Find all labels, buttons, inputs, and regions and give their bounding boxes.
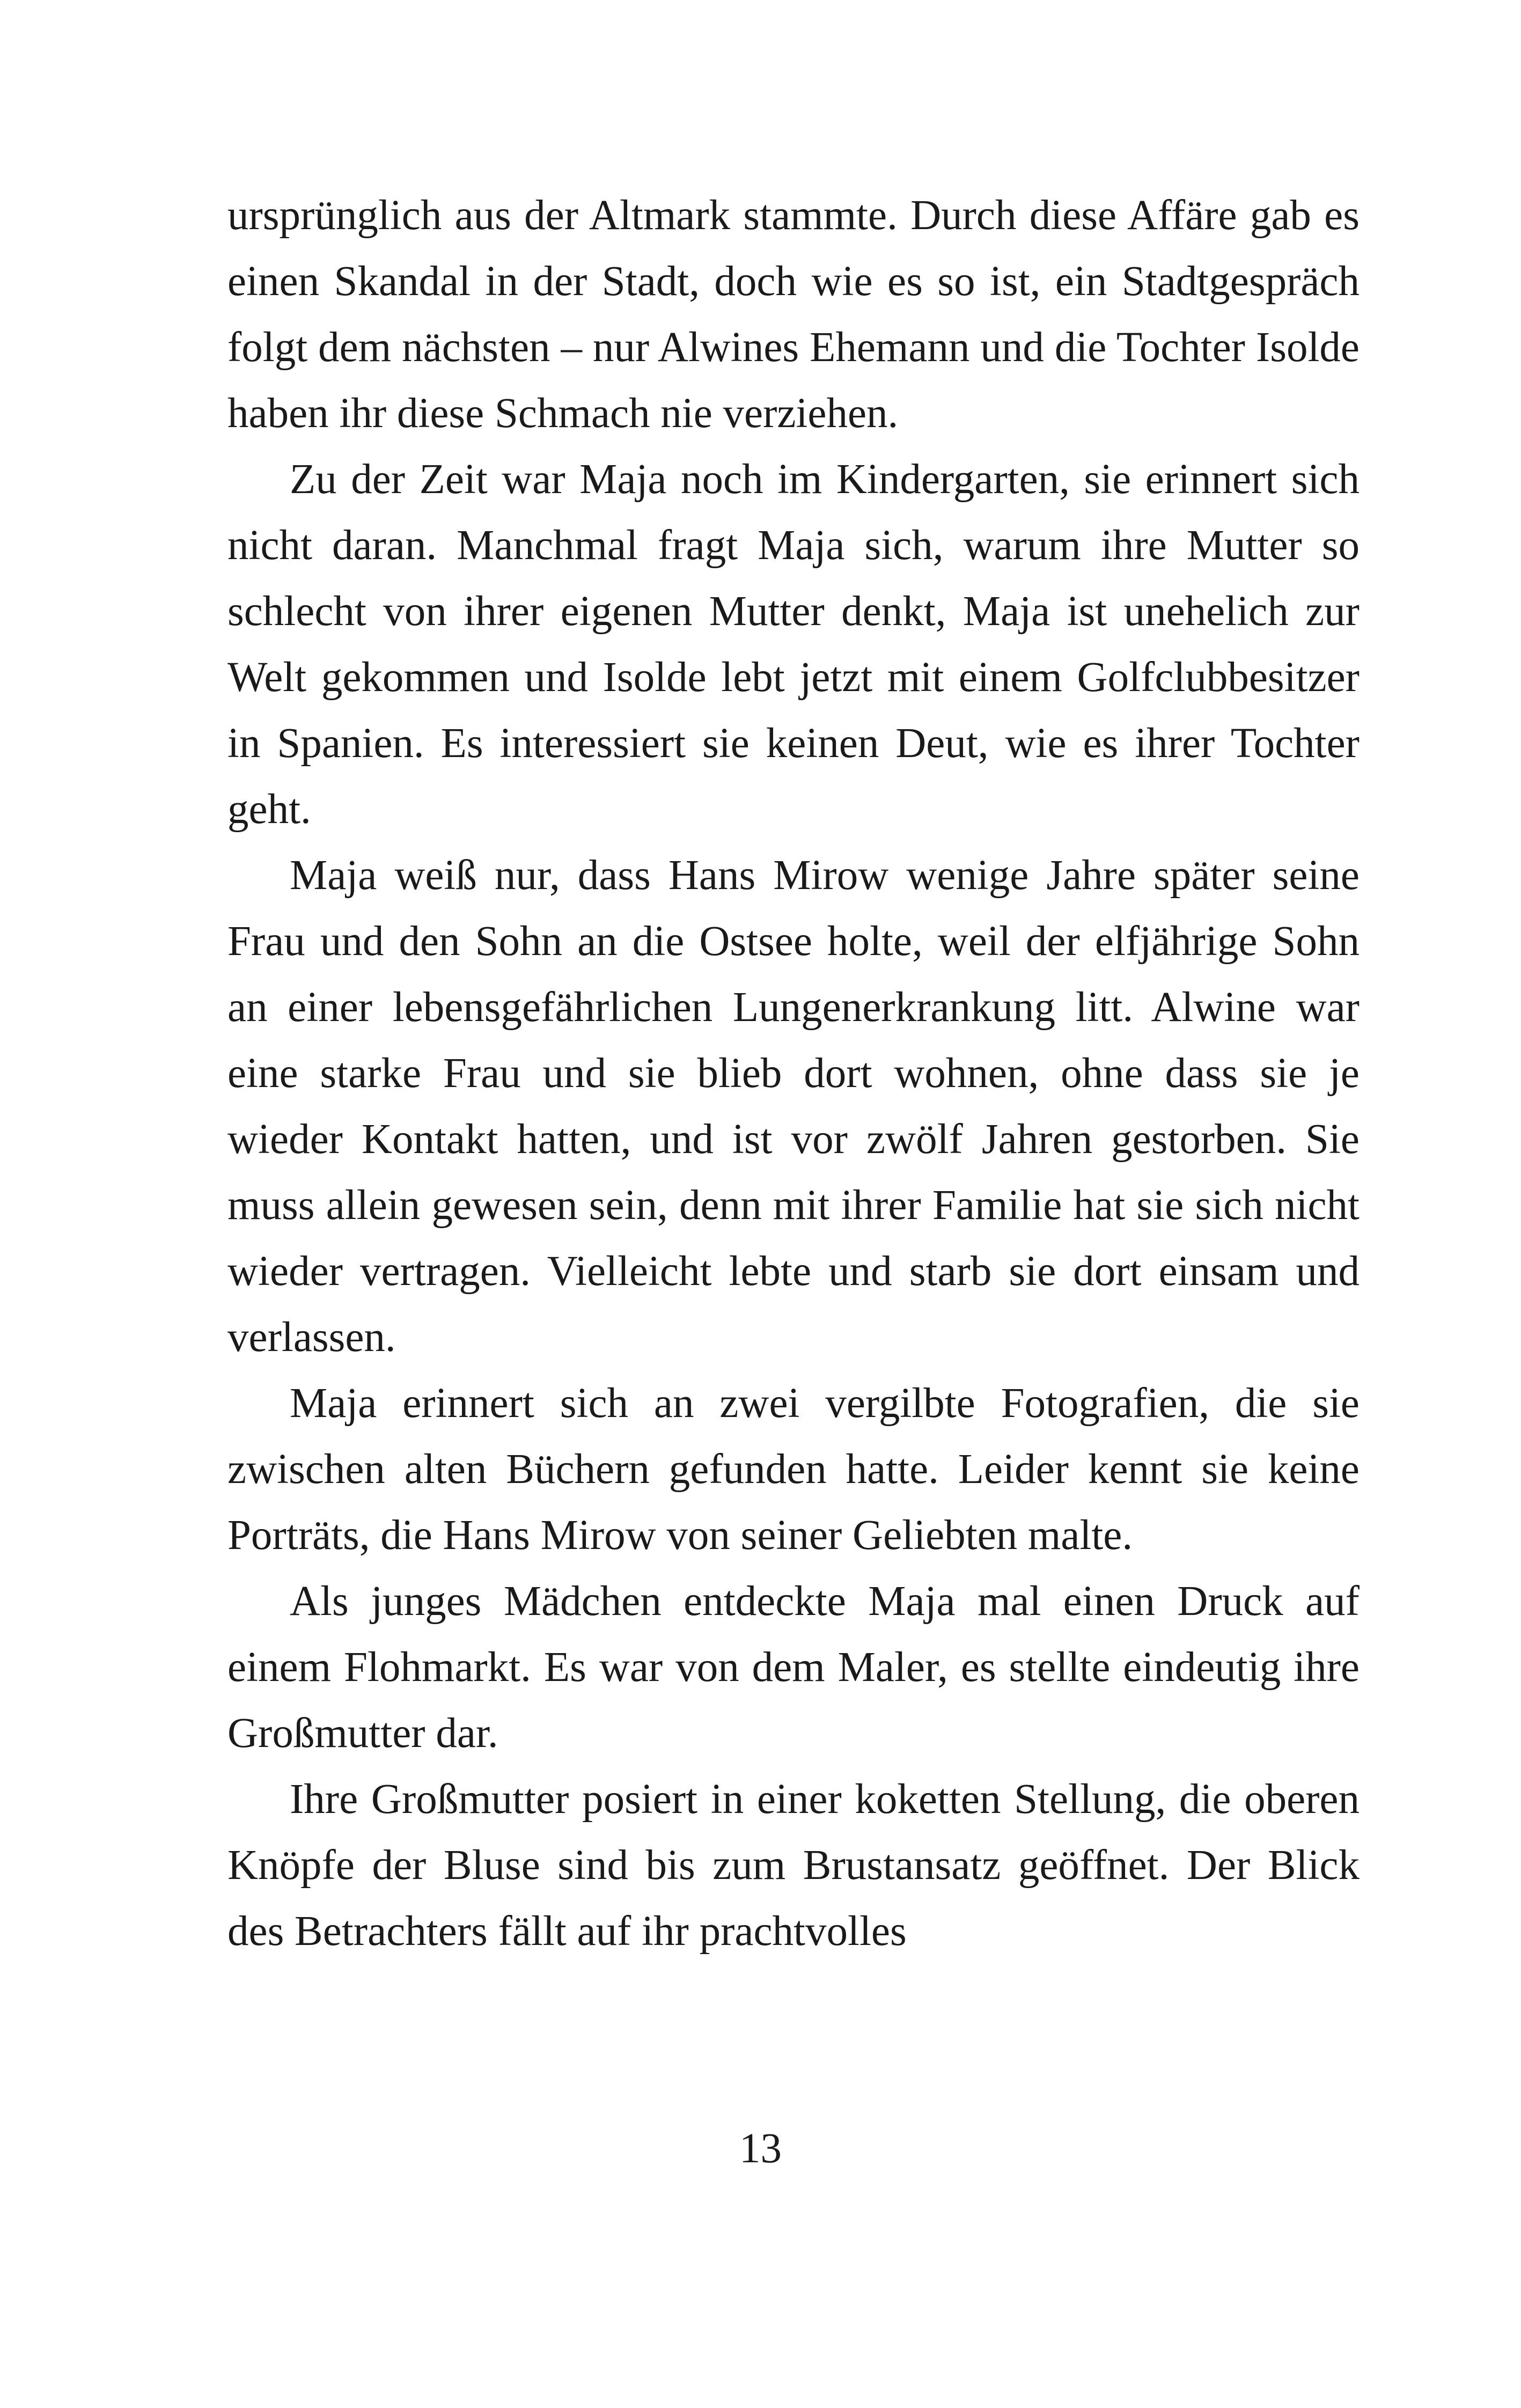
paragraph-3: Maja weiß nur, dass Hans Mirow wenige Jahre später seine Frau und den Sohn an die Ostsee holte, weil der elfjährige Sohn an einer lebensgefährlichen Lungenerkrankung litt. Alwine war eine starke Frau und sie blieb dort wohnen, ohne dass sie je wieder Kontakt hatten, und ist vor zwölf Jahren gestorben. Sie muss allein gewesen sein, denn mit ihrer Familie hat sie sich nicht wieder vertragen. Vielleicht lebte und starb sie dort einsam und verlassen. [227, 852, 1360, 1361]
paragraph-1: ursprünglich aus der Altmark stammte. Durch diese Affäre gab es einen Skandal in der Stadt, doch wie es so ist, ein Stadtgespräch folgt dem nächsten – nur Alwines Ehemann und die Tochter Isolde haben ihr diese Schmach nie verziehen. [227, 192, 1360, 437]
paragraph-6: Ihre Großmutter posiert in einer koketten Stellung, die oberen Knöpfe der Bluse sind bis zum Brustansatz geöffnet. Der Blick des Betrachters fällt auf ihr prachtvolles [227, 1776, 1360, 1955]
paragraph-5: Als junges Mädchen entdeckte Maja mal einen Druck auf einem Flohmarkt. Es war von dem Maler, es stellte eindeutig ihre Großmutter dar. [227, 1578, 1360, 1757]
page-number: 13 [739, 2125, 782, 2172]
paragraph-4: Maja erinnert sich an zwei vergilbte Fotografien, die sie zwischen alten Büchern gefunden hatte. Leider kennt sie keine Porträts, die Hans Mirow von seiner Geliebten malte. [227, 1380, 1360, 1559]
paragraph-2: Zu der Zeit war Maja noch im Kindergarten, sie erinnert sich nicht daran. Manchmal fragt Maja sich, warum ihre Mutter so schlecht von ihrer eigenen Mutter denkt, Maja ist unehelich zur Welt gekommen und Isolde lebt jetzt mit einem Golfclubbesitzer in Spanien. Es interessiert sie keinen Deut, wie es ihrer Tochter geht. [227, 456, 1360, 833]
body-text [227, 182, 1360, 1964]
